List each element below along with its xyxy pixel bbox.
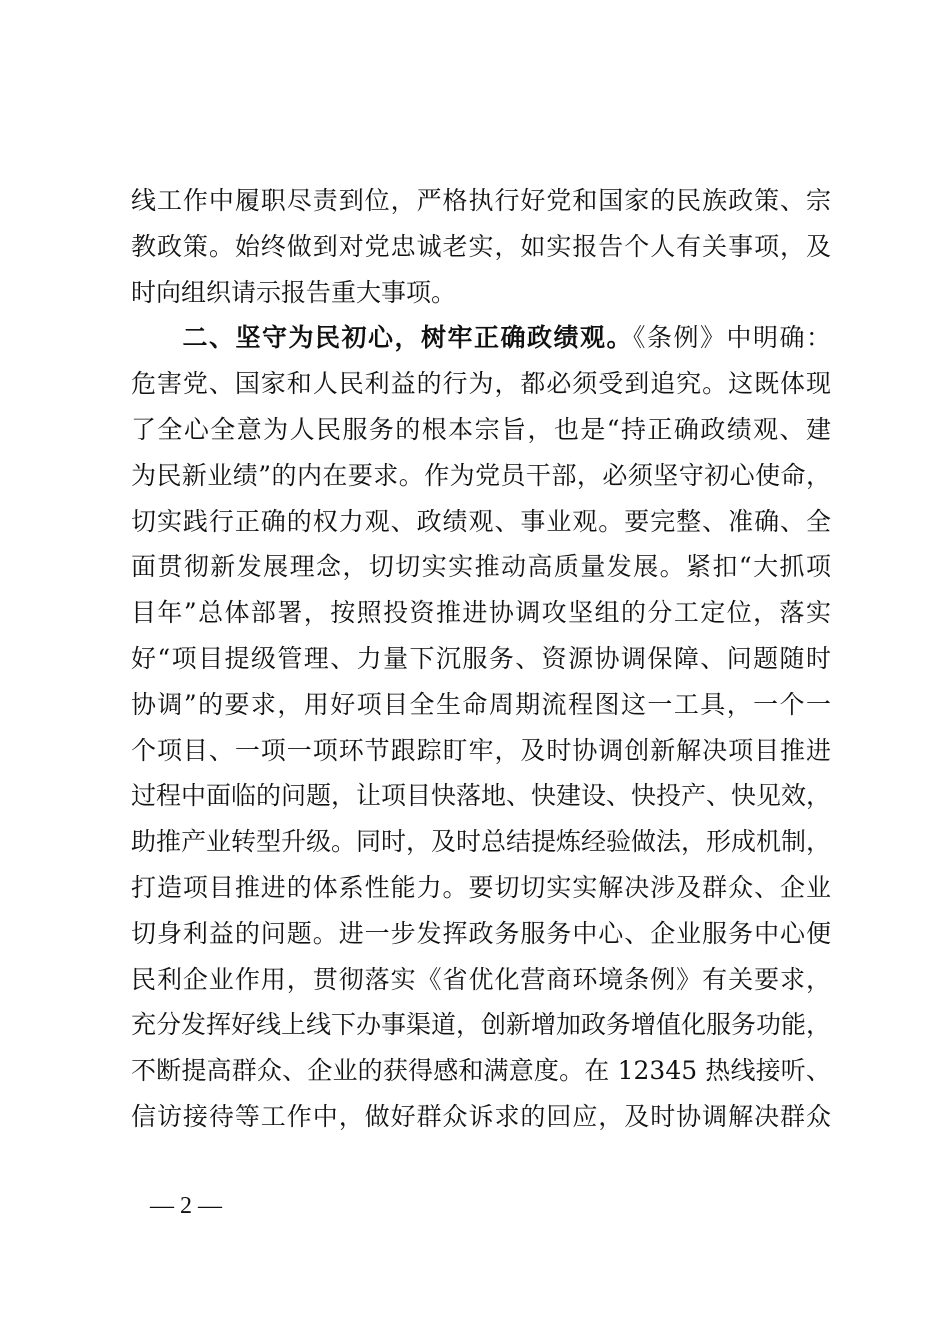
- text-line: 民利企业作用，贯彻落实《省优化营商环境条例》有关要求，: [131, 964, 831, 994]
- text-line: 个项目、一项一项环节跟踪盯牢，及时协调创新解决项目推进: [131, 735, 831, 765]
- text-line: 充分发挥好线上线下办事渠道，创新增加政务增值化服务功能，: [131, 1010, 832, 1040]
- text-line: 线工作中履职尽责到位，严格执行好党和国家的民族政策、宗: [131, 186, 831, 215]
- text-line: 目年”总体部署，按照投资推进协调攻坚组的分工定位，落实: [131, 598, 831, 628]
- text-line: 教政策。始终做到对党忠诚老实，如实报告个人有关事项，及: [131, 231, 831, 261]
- text-line: 信访接待等工作中，做好群众诉求的回应，及时协调解决群众: [131, 1101, 831, 1131]
- text-line: 时向组织请示报告重大事项。: [131, 277, 457, 307]
- text-line: 切实践行正确的权力观、政绩观、事业观。要完整、准确、全: [131, 506, 831, 536]
- text-line: 好“项目提级管理、力量下沉服务、资源协调保障、问题随时: [131, 643, 831, 673]
- text-line: 过程中面临的问题，让项目快落地、快建设、快投产、快见效，: [131, 781, 832, 811]
- text-line: 协调”的要求，用好项目全生命周期流程图这一工具，一个一: [131, 689, 831, 719]
- text-line: 了全心全意为人民服务的根本宗旨，也是“持正确政绩观、建: [131, 414, 831, 444]
- text-line: 危害党、国家和人民利益的行为，都必须受到追究。这既体现: [131, 369, 831, 399]
- heading-continuation: 《条例》中明确：: [632, 323, 831, 353]
- section-heading-line: [131, 315, 831, 361]
- text-line: 面贯彻新发展理念，切切实实推动高质量发展。紧扣“大抓项: [131, 552, 831, 582]
- text-line: 为民新业绩”的内在要求。作为党员干部，必须坚守初心使命，: [131, 460, 831, 490]
- page-number: — 2 —: [150, 1193, 222, 1219]
- text-line: 切身利益的问题。进一步发挥政务服务中心、企业服务中心便: [131, 918, 831, 948]
- body-text: [131, 178, 831, 1140]
- text-line: 不断提高群众、企业的获得感和满意度。在 12345 热线接听、: [131, 1056, 831, 1086]
- text-line: 助推产业转型升级。同时，及时总结提炼经验做法，形成机制，: [131, 827, 832, 857]
- section-heading: 二、坚守为民初心，树牢正确政绩观。: [181, 323, 633, 353]
- text-line: 打造项目推进的体系性能力。要切切实实解决涉及群众、企业: [131, 872, 831, 902]
